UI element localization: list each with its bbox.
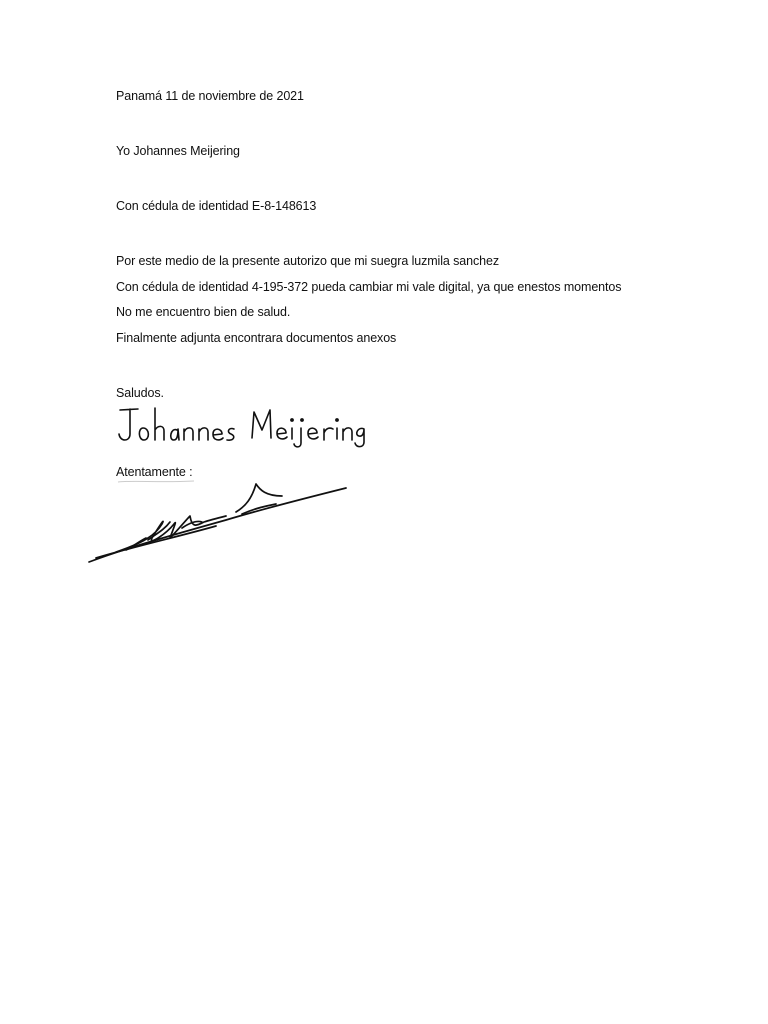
body-line-2: Con cédula de identidad 4-195-372 pueda cambiar mi vale digital, ya que enestos momentos bbox=[116, 280, 622, 294]
intro-line: Yo Johannes Meijering bbox=[116, 144, 240, 158]
signature-scribble bbox=[86, 476, 348, 568]
closing: Atentamente : bbox=[116, 465, 193, 479]
body-line-4: Finalmente adjunta encontrara documentos anexos bbox=[116, 331, 397, 345]
body-line-3: No me encuentro bien de salud. bbox=[116, 305, 291, 319]
body-line-1: Por este medio de la presente autorizo que mi suegra luzmila sanchez bbox=[116, 254, 499, 268]
handwritten-name-signature bbox=[116, 398, 368, 448]
greeting: Saludos. bbox=[116, 386, 164, 400]
id-line: Con cédula de identidad E-8-148613 bbox=[116, 199, 317, 213]
date-line: Panamá 11 de noviembre de 2021 bbox=[116, 89, 304, 103]
